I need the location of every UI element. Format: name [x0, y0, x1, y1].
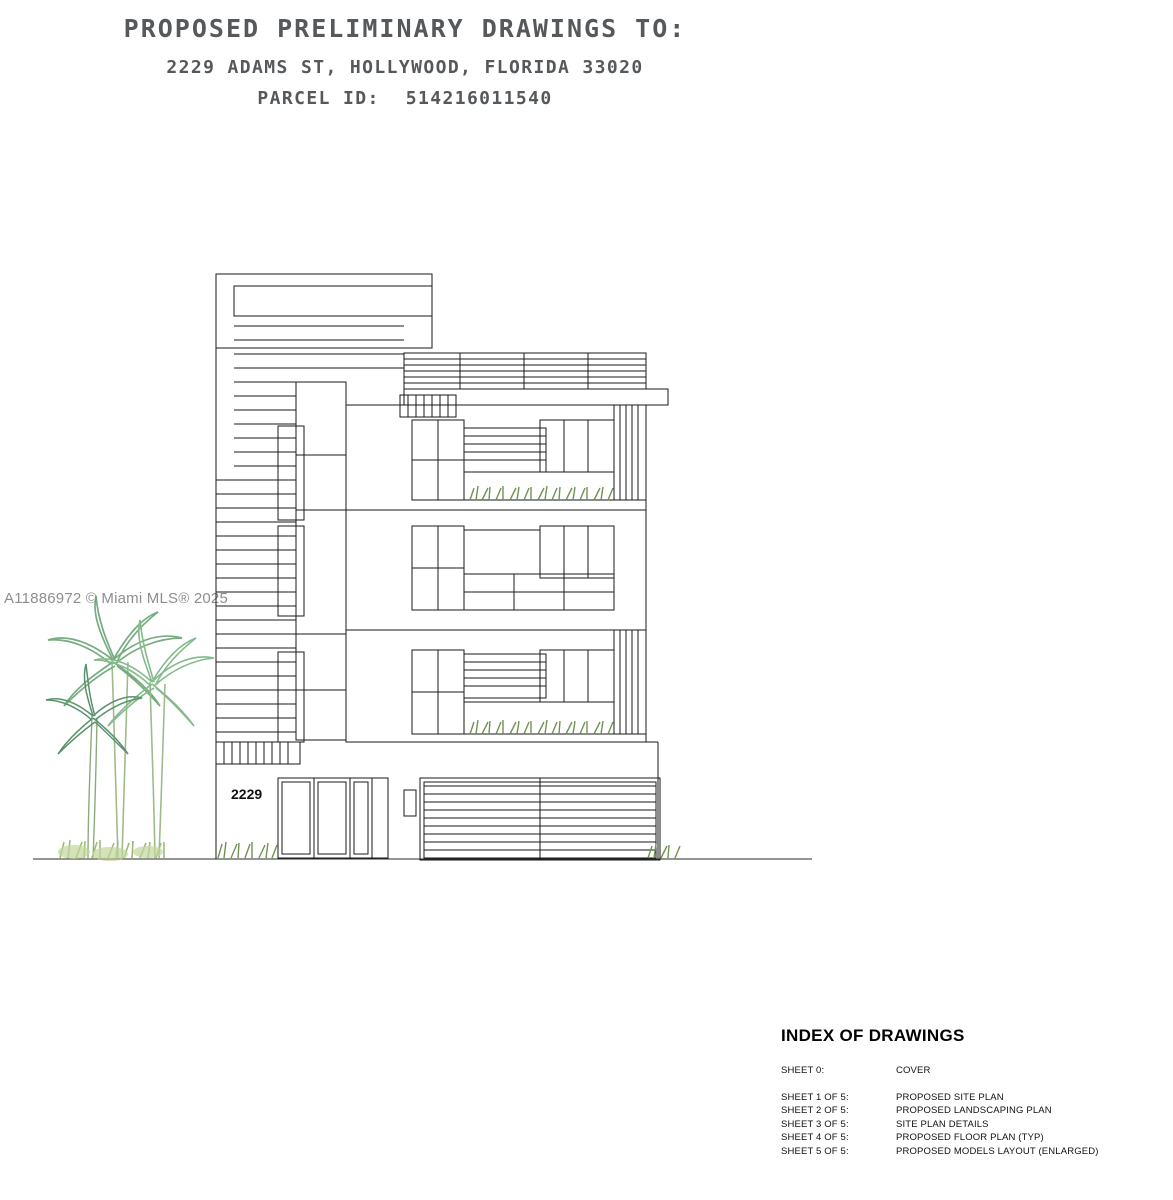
- index-spacer: [781, 1078, 1141, 1091]
- sheet-description: COVER: [896, 1065, 931, 1076]
- planting-ground-right: [648, 844, 680, 858]
- parcel-id-value: 514216011540: [405, 88, 553, 109]
- sheet-label: SHEET 1 OF 5:: [781, 1091, 849, 1103]
- palm-trees: [46, 596, 214, 861]
- index-row: [781, 1131, 1141, 1145]
- planting-first-floor: [470, 720, 613, 734]
- sheet-label: SHEET 2 OF 5:: [781, 1105, 849, 1117]
- second-floor-panel: [464, 530, 540, 574]
- sheet-description: SITE PLAN DETAILS: [896, 1118, 989, 1130]
- sheet-label: SHEET 5 OF 5:: [781, 1145, 849, 1157]
- parcel-id-label: PARCEL ID:: [257, 88, 380, 109]
- sheet-description: PROPOSED LANDSCAPING PLAN: [896, 1105, 1052, 1117]
- sheet-label: SHEET 4 OF 5:: [781, 1132, 849, 1144]
- entry-sidelight: [404, 790, 416, 816]
- index-heading: INDEX OF DRAWINGS: [781, 1026, 965, 1045]
- house-number-label: 2229: [231, 786, 263, 802]
- index-row-cover: [781, 1064, 1141, 1078]
- parcel-id-line: [0, 88, 810, 109]
- left-window-lower: [278, 652, 304, 742]
- index-row: [781, 1104, 1141, 1118]
- index-of-drawings: [781, 1026, 1141, 1159]
- title-block: [0, 14, 810, 109]
- left-wall-slats: [216, 326, 404, 732]
- third-floor-window-right: [540, 420, 614, 472]
- sheet-label: SHEET 3 OF 5:: [781, 1118, 849, 1130]
- project-address: 2229 ADAMS ST, HOLLYWOOD, FLORIDA 33020: [166, 57, 644, 78]
- third-floor-louver-panel: [464, 428, 546, 472]
- pergola-slats: [404, 359, 646, 383]
- planting-third-floor: [470, 486, 613, 500]
- left-window-mid: [278, 526, 304, 616]
- building-elevation-drawing: [0, 230, 1173, 890]
- first-floor-louver-panel: [464, 654, 546, 698]
- entry-canopy: [216, 742, 300, 764]
- third-floor-body: [346, 405, 646, 510]
- sheet-label: SHEET 0:: [781, 1065, 825, 1076]
- first-floor-fins: [614, 630, 646, 734]
- first-floor-balcony-rail: [464, 702, 614, 734]
- index-row: [781, 1091, 1141, 1105]
- index-row: [781, 1118, 1141, 1132]
- second-floor-body: [346, 510, 646, 630]
- entry-canopy-fins: [224, 742, 288, 764]
- first-floor-window-right: [540, 650, 614, 702]
- third-floor-fins: [614, 405, 646, 500]
- left-window-upper: [278, 426, 304, 520]
- third-floor-balcony-rail: [464, 472, 614, 500]
- planting-ground-left: [218, 842, 277, 858]
- roof-band: [234, 286, 432, 316]
- drawing-title-line-1: PROPOSED PRELIMINARY DRAWINGS TO:: [123, 14, 687, 43]
- sheet-description: PROPOSED SITE PLAN: [896, 1091, 1004, 1103]
- roof-eave-band: [404, 389, 668, 405]
- sheet-description: PROPOSED FLOOR PLAN (TYP): [896, 1132, 1044, 1144]
- mls-watermark: A11886972 © Miami MLS® 2025: [4, 590, 229, 607]
- roof-parapet-block: [216, 274, 432, 348]
- index-rows: [781, 1064, 1141, 1159]
- sheet-description: PROPOSED MODELS LAYOUT (ENLARGED): [896, 1145, 1099, 1157]
- second-floor-window-right: [540, 526, 614, 578]
- index-row: [781, 1145, 1141, 1159]
